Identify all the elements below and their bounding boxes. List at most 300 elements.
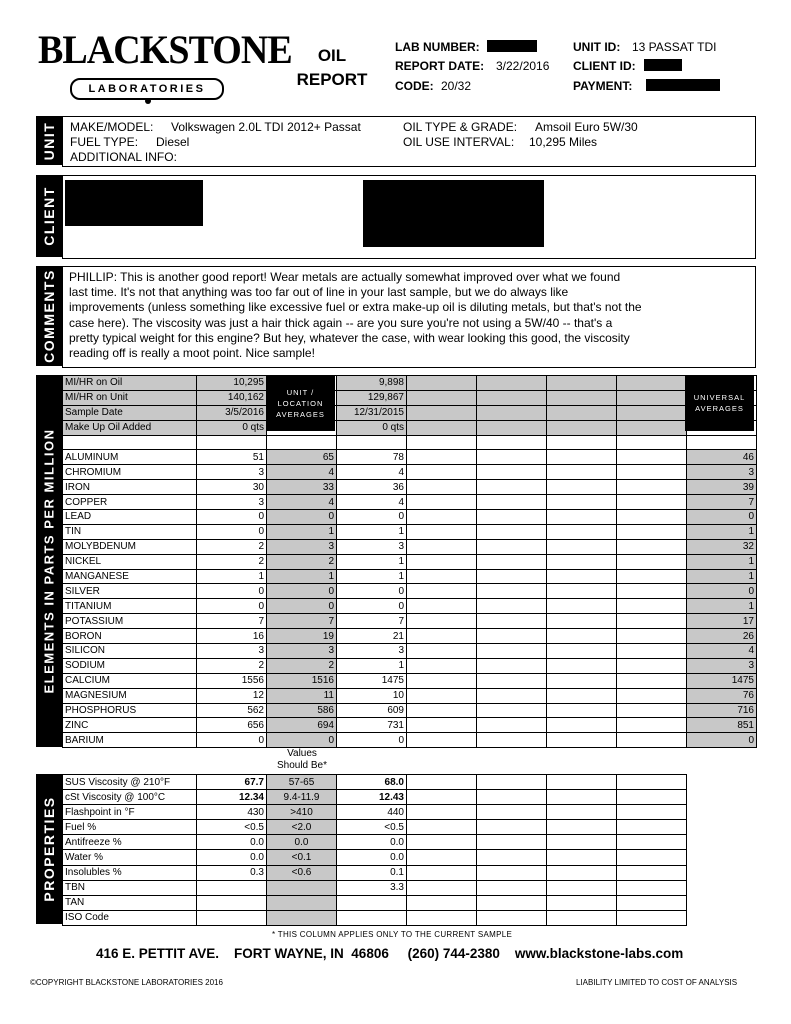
element-unit-average: 33	[267, 480, 337, 495]
info-empty-cell	[547, 376, 617, 391]
property-empty-cell	[477, 865, 547, 880]
element-unit-average: 3	[267, 644, 337, 659]
column-note: * THIS COLUMN APPLIES ONLY TO THE CURRENT SAMPLE	[272, 930, 513, 939]
element-universal-average: 4	[687, 644, 757, 659]
unit-averages-header: UNIT / LOCATION AVERAGES	[266, 375, 335, 431]
code-label: CODE:	[395, 79, 434, 93]
element-universal-average: 0	[687, 584, 757, 599]
element-empty-cell	[547, 733, 617, 748]
make-model-value: Volkswagen 2.0L TDI 2012+ Passat	[171, 120, 361, 134]
element-unit-average: 2	[267, 554, 337, 569]
company-logo: BLACKSTONE	[38, 27, 292, 72]
element-row	[63, 569, 757, 584]
property-empty-cell	[547, 880, 617, 895]
additional-info-label: ADDITIONAL INFO:	[70, 150, 177, 164]
element-empty-cell	[477, 658, 547, 673]
element-name: IRON	[63, 480, 197, 495]
element-row	[63, 658, 757, 673]
property-empty-cell	[407, 775, 477, 790]
element-universal-average: 1	[687, 569, 757, 584]
element-empty-cell	[547, 554, 617, 569]
property-name: TBN	[63, 880, 197, 895]
element-universal-average: 17	[687, 614, 757, 629]
element-unit-average: 586	[267, 703, 337, 718]
spacer-cell	[267, 435, 337, 450]
code-value: 20/32	[441, 79, 472, 93]
element-universal-average: 26	[687, 629, 757, 644]
property-empty-cell	[547, 790, 617, 805]
element-empty-cell	[547, 584, 617, 599]
element-empty-cell	[617, 480, 687, 495]
element-unit-average: 4	[267, 465, 337, 480]
element-name: CALCIUM	[63, 673, 197, 688]
property-empty-cell	[547, 835, 617, 850]
element-empty-cell	[407, 584, 477, 599]
property-name: Antifreeze %	[63, 835, 197, 850]
property-current-value: 12.34	[197, 790, 267, 805]
element-empty-cell	[547, 629, 617, 644]
oil-type-label: OIL TYPE & GRADE:	[403, 120, 518, 134]
element-empty-cell	[477, 495, 547, 510]
element-previous-value: 1	[337, 569, 407, 584]
info-current-value: 3/5/2016	[197, 405, 267, 420]
element-universal-average: 1	[687, 524, 757, 539]
element-current-value: 3	[197, 644, 267, 659]
element-empty-cell	[407, 629, 477, 644]
info-label: Sample Date	[63, 405, 197, 420]
element-unit-average: 7	[267, 614, 337, 629]
element-row	[63, 614, 757, 629]
comment-line: last time. It's not that anything was too far out of line in your last sample, but we do always like	[69, 285, 569, 300]
report-date-value: 3/22/2016	[496, 59, 550, 73]
element-empty-cell	[547, 480, 617, 495]
element-previous-value: 36	[337, 480, 407, 495]
element-name: PHOSPHORUS	[63, 703, 197, 718]
property-should-be: <0.1	[267, 850, 337, 865]
property-empty-cell	[407, 805, 477, 820]
spacer-cell	[337, 435, 407, 450]
property-should-be	[267, 895, 337, 910]
element-empty-cell	[407, 465, 477, 480]
info-empty-cell	[477, 420, 547, 435]
property-empty-cell	[547, 775, 617, 790]
element-empty-cell	[547, 673, 617, 688]
info-empty-cell	[547, 420, 617, 435]
element-empty-cell	[617, 450, 687, 465]
spacer-cell	[63, 435, 197, 450]
element-empty-cell	[407, 688, 477, 703]
element-empty-cell	[407, 510, 477, 525]
client-section-label: CLIENT	[36, 175, 62, 257]
element-current-value: 0	[197, 510, 267, 525]
element-current-value: 2	[197, 539, 267, 554]
property-empty-cell	[617, 835, 687, 850]
element-empty-cell	[547, 465, 617, 480]
oil-type-value: Amsoil Euro 5W/30	[535, 120, 638, 134]
property-should-be: <0.6	[267, 865, 337, 880]
property-previous-value: <0.5	[337, 820, 407, 835]
report-date-label: REPORT DATE:	[395, 59, 485, 73]
element-empty-cell	[617, 703, 687, 718]
property-previous-value: 0.0	[337, 835, 407, 850]
element-empty-cell	[547, 599, 617, 614]
info-empty-cell	[477, 376, 547, 391]
info-current-value: 140,162	[197, 390, 267, 405]
element-universal-average: 7	[687, 495, 757, 510]
element-empty-cell	[617, 599, 687, 614]
element-empty-cell	[617, 554, 687, 569]
element-empty-cell	[617, 733, 687, 748]
property-empty-cell	[477, 835, 547, 850]
element-name: LEAD	[63, 510, 197, 525]
element-empty-cell	[407, 673, 477, 688]
company-address: 416 E. PETTIT AVE. FORT WAYNE, IN 46806 (260) 744-2380 www.blackstone-labs.com	[96, 946, 684, 961]
property-row	[63, 835, 687, 850]
company-logo-subtitle: LABORATORIES	[70, 78, 224, 100]
elements-table	[62, 375, 757, 748]
info-label: Make Up Oil Added	[63, 420, 197, 435]
element-empty-cell	[477, 733, 547, 748]
property-previous-value: 12.43	[337, 790, 407, 805]
property-empty-cell	[477, 820, 547, 835]
property-empty-cell	[617, 850, 687, 865]
element-empty-cell	[547, 644, 617, 659]
element-name: ZINC	[63, 718, 197, 733]
property-row	[63, 865, 687, 880]
property-should-be: >410	[267, 805, 337, 820]
property-previous-value	[337, 895, 407, 910]
element-name: POTASSIUM	[63, 614, 197, 629]
element-previous-value: 3	[337, 539, 407, 554]
element-empty-cell	[547, 718, 617, 733]
property-row	[63, 790, 687, 805]
element-universal-average: 76	[687, 688, 757, 703]
element-empty-cell	[547, 703, 617, 718]
element-row	[63, 554, 757, 569]
property-previous-value: 0.0	[337, 850, 407, 865]
element-name: COPPER	[63, 495, 197, 510]
unit-id-label: UNIT ID:	[573, 40, 621, 54]
info-previous-value: 12/31/2015	[337, 405, 407, 420]
oil-use-label: OIL USE INTERVAL:	[403, 135, 515, 149]
element-empty-cell	[407, 539, 477, 554]
element-previous-value: 1	[337, 554, 407, 569]
property-empty-cell	[477, 790, 547, 805]
property-name: TAN	[63, 895, 197, 910]
comment-line: improvements (unless something like excessive fuel or extra make-up oil is diluting metals, but that's not the	[69, 300, 642, 315]
property-row	[63, 820, 687, 835]
comment-line: reading off is really a moot point. Nice sample!	[69, 346, 315, 361]
property-empty-cell	[477, 895, 547, 910]
element-name: SODIUM	[63, 658, 197, 673]
client-name-redacted	[65, 180, 203, 226]
property-row	[63, 880, 687, 895]
spacer-cell	[197, 435, 267, 450]
element-row	[63, 644, 757, 659]
element-previous-value: 0	[337, 733, 407, 748]
property-name: cSt Viscosity @ 100°C	[63, 790, 197, 805]
property-empty-cell	[617, 910, 687, 925]
values-should-be-header: Values Should Be*	[276, 748, 328, 771]
property-empty-cell	[547, 865, 617, 880]
comment-line: case here). The viscosity was just a hair thick again -- are you sure you're not using a 5W/40 -- that's a	[69, 315, 613, 330]
element-name: MAGNESIUM	[63, 688, 197, 703]
element-row	[63, 673, 757, 688]
element-empty-cell	[547, 450, 617, 465]
element-row	[63, 495, 757, 510]
element-empty-cell	[547, 524, 617, 539]
element-empty-cell	[477, 673, 547, 688]
property-current-value: 430	[197, 805, 267, 820]
element-name: MOLYBDENUM	[63, 539, 197, 554]
element-empty-cell	[477, 629, 547, 644]
property-empty-cell	[407, 895, 477, 910]
element-row	[63, 539, 757, 554]
oil-use-value: 10,295 Miles	[529, 135, 598, 149]
element-empty-cell	[407, 495, 477, 510]
element-unit-average: 1516	[267, 673, 337, 688]
info-empty-cell	[617, 420, 687, 435]
info-empty-cell	[617, 390, 687, 405]
copyright-notice: ©COPYRIGHT BLACKSTONE LABORATORIES 2016	[30, 978, 223, 987]
element-name: NICKEL	[63, 554, 197, 569]
element-empty-cell	[547, 658, 617, 673]
property-should-be: 0.0	[267, 835, 337, 850]
property-row	[63, 775, 687, 790]
report-title-line-2: REPORT	[296, 70, 368, 89]
spacer-row	[63, 435, 757, 450]
element-current-value: 656	[197, 718, 267, 733]
element-empty-cell	[407, 450, 477, 465]
element-empty-cell	[547, 688, 617, 703]
element-previous-value: 0	[337, 584, 407, 599]
element-current-value: 0	[197, 584, 267, 599]
element-empty-cell	[407, 703, 477, 718]
element-universal-average: 39	[687, 480, 757, 495]
element-current-value: 1	[197, 569, 267, 584]
element-empty-cell	[407, 614, 477, 629]
property-empty-cell	[407, 835, 477, 850]
universal-averages-header: UNIVERSAL AVERAGES	[685, 375, 754, 431]
property-name: Flashpoint in °F	[63, 805, 197, 820]
payment-redacted	[646, 79, 720, 91]
element-previous-value: 7	[337, 614, 407, 629]
element-name: TIN	[63, 524, 197, 539]
info-empty-cell	[617, 376, 687, 391]
property-empty-cell	[617, 790, 687, 805]
element-empty-cell	[407, 718, 477, 733]
element-current-value: 16	[197, 629, 267, 644]
element-current-value: 2	[197, 554, 267, 569]
spacer-cell	[407, 435, 477, 450]
element-name: SILICON	[63, 644, 197, 659]
property-empty-cell	[407, 820, 477, 835]
property-empty-cell	[477, 775, 547, 790]
property-should-be: 57-65	[267, 775, 337, 790]
info-row	[63, 405, 757, 420]
element-empty-cell	[477, 510, 547, 525]
info-current-value: 10,295	[197, 376, 267, 391]
property-name: Fuel %	[63, 820, 197, 835]
element-universal-average: 1	[687, 599, 757, 614]
property-should-be	[267, 880, 337, 895]
info-empty-cell	[617, 405, 687, 420]
element-empty-cell	[477, 644, 547, 659]
info-empty-cell	[547, 405, 617, 420]
element-empty-cell	[617, 569, 687, 584]
element-unit-average: 0	[267, 733, 337, 748]
element-universal-average: 46	[687, 450, 757, 465]
info-row	[63, 376, 757, 391]
property-current-value: 0.0	[197, 850, 267, 865]
element-unit-average: 65	[267, 450, 337, 465]
comments-text	[69, 270, 679, 361]
element-row	[63, 524, 757, 539]
element-previous-value: 4	[337, 495, 407, 510]
property-empty-cell	[407, 790, 477, 805]
spacer-cell	[617, 435, 687, 450]
element-name: BORON	[63, 629, 197, 644]
property-empty-cell	[477, 850, 547, 865]
element-empty-cell	[547, 495, 617, 510]
property-current-value	[197, 895, 267, 910]
element-empty-cell	[617, 718, 687, 733]
info-empty-cell	[477, 405, 547, 420]
property-previous-value: 68.0	[337, 775, 407, 790]
property-name: SUS Viscosity @ 210°F	[63, 775, 197, 790]
element-empty-cell	[407, 554, 477, 569]
element-row	[63, 733, 757, 748]
element-universal-average: 3	[687, 658, 757, 673]
info-empty-cell	[407, 420, 477, 435]
property-empty-cell	[617, 820, 687, 835]
unit-section	[62, 116, 756, 167]
property-should-be: <2.0	[267, 820, 337, 835]
element-empty-cell	[477, 450, 547, 465]
lab-number-label: LAB NUMBER:	[395, 40, 480, 54]
element-current-value: 3	[197, 495, 267, 510]
client-address-redacted	[363, 180, 544, 247]
element-empty-cell	[617, 495, 687, 510]
property-row	[63, 910, 687, 925]
element-universal-average: 1475	[687, 673, 757, 688]
logo-mark	[145, 98, 151, 104]
report-title	[272, 44, 392, 92]
element-empty-cell	[477, 480, 547, 495]
element-unit-average: 1	[267, 524, 337, 539]
element-empty-cell	[477, 539, 547, 554]
element-empty-cell	[407, 658, 477, 673]
info-empty-cell	[547, 390, 617, 405]
element-unit-average: 0	[267, 510, 337, 525]
element-empty-cell	[617, 629, 687, 644]
element-row	[63, 510, 757, 525]
element-current-value: 0	[197, 733, 267, 748]
unit-section-label: UNIT	[36, 116, 62, 165]
element-empty-cell	[477, 465, 547, 480]
element-empty-cell	[617, 658, 687, 673]
element-unit-average: 0	[267, 599, 337, 614]
property-current-value: 0.0	[197, 835, 267, 850]
property-empty-cell	[617, 805, 687, 820]
info-empty-cell	[407, 390, 477, 405]
info-row	[63, 390, 757, 405]
property-name: Water %	[63, 850, 197, 865]
element-row	[63, 465, 757, 480]
element-previous-value: 1	[337, 658, 407, 673]
element-row	[63, 688, 757, 703]
property-empty-cell	[407, 910, 477, 925]
element-empty-cell	[617, 510, 687, 525]
element-unit-average: 3	[267, 539, 337, 554]
element-universal-average: 32	[687, 539, 757, 554]
element-row	[63, 450, 757, 465]
property-empty-cell	[547, 910, 617, 925]
element-current-value: 7	[197, 614, 267, 629]
element-empty-cell	[617, 644, 687, 659]
info-previous-value: 0 qts	[337, 420, 407, 435]
element-previous-value: 609	[337, 703, 407, 718]
fuel-type-label: FUEL TYPE:	[70, 135, 139, 149]
property-empty-cell	[547, 820, 617, 835]
property-current-value	[197, 880, 267, 895]
element-empty-cell	[617, 524, 687, 539]
element-previous-value: 731	[337, 718, 407, 733]
element-current-value: 30	[197, 480, 267, 495]
property-empty-cell	[477, 880, 547, 895]
element-empty-cell	[407, 599, 477, 614]
property-current-value	[197, 910, 267, 925]
property-should-be	[267, 910, 337, 925]
comments-section-label: COMMENTS	[36, 266, 62, 366]
property-current-value: <0.5	[197, 820, 267, 835]
element-unit-average: 19	[267, 629, 337, 644]
element-empty-cell	[477, 599, 547, 614]
property-empty-cell	[617, 865, 687, 880]
element-unit-average: 11	[267, 688, 337, 703]
element-row	[63, 584, 757, 599]
payment-label: PAYMENT:	[573, 79, 633, 93]
property-empty-cell	[477, 910, 547, 925]
element-current-value: 2	[197, 658, 267, 673]
elements-section-label: ELEMENTS IN PARTS PER MILLION	[36, 375, 62, 747]
element-row	[63, 703, 757, 718]
info-current-value: 0 qts	[197, 420, 267, 435]
element-empty-cell	[547, 614, 617, 629]
element-name: TITANIUM	[63, 599, 197, 614]
report-title-line-1: OIL	[317, 46, 347, 65]
unit-id-value: 13 PASSAT TDI	[632, 40, 717, 54]
element-universal-average: 3	[687, 465, 757, 480]
info-previous-value: 9,898	[337, 376, 407, 391]
property-row	[63, 805, 687, 820]
property-previous-value: 3.3	[337, 880, 407, 895]
properties-table	[62, 774, 687, 926]
make-model-label: MAKE/MODEL:	[70, 120, 154, 134]
element-previous-value: 0	[337, 510, 407, 525]
property-empty-cell	[617, 775, 687, 790]
element-previous-value: 21	[337, 629, 407, 644]
property-previous-value: 0.1	[337, 865, 407, 880]
fuel-type-value: Diesel	[156, 135, 190, 149]
element-previous-value: 4	[337, 465, 407, 480]
element-previous-value: 0	[337, 599, 407, 614]
property-empty-cell	[547, 805, 617, 820]
element-empty-cell	[407, 524, 477, 539]
element-previous-value: 1475	[337, 673, 407, 688]
element-current-value: 3	[197, 465, 267, 480]
comment-line: pretty typical weight for this engine? But hey, whatever the case, with wear looking this good, the viscosity	[69, 330, 630, 345]
